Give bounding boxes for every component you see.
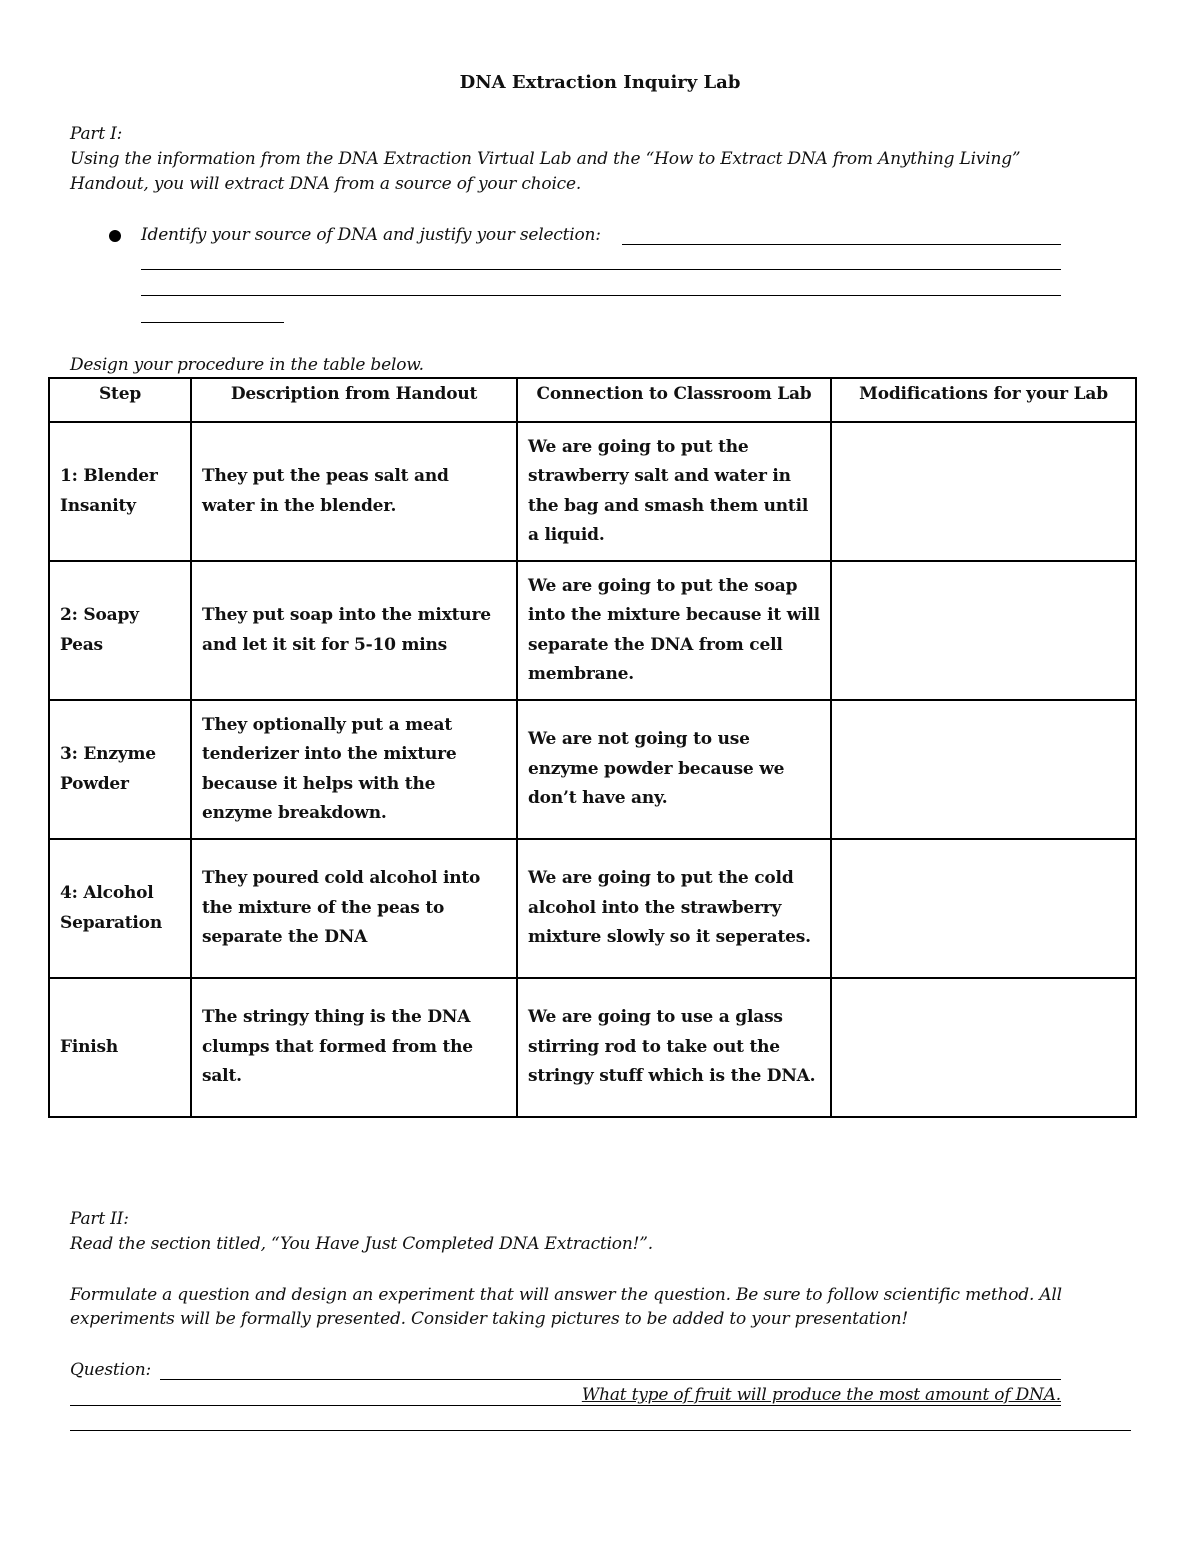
source-answer-line-3[interactable] [141,295,1061,296]
procedure-table [48,377,1137,1118]
table-row [49,700,1136,839]
source-prompt: Identify your source of DNA and justify your selection: [141,225,601,245]
step-cell: 2: Soapy Peas [49,561,191,700]
modification-cell[interactable] [831,978,1136,1117]
header-connection: Connection to Classroom Lab [517,378,831,422]
part2-read-line: Read the section titled, “You Have Just Completed DNA Extraction!”. [70,1234,653,1254]
description-cell: They put the peas salt and water in the blender. [191,422,517,561]
modification-cell[interactable] [831,561,1136,700]
description-cell: They poured cold alcohol into the mixture of the peas to separate the DNA [191,839,517,978]
part1-intro-line2: Handout, you will extract DNA from a source of your choice. [70,174,582,194]
description-cell: The stringy thing is the DNA clumps that formed from the salt. [191,978,517,1117]
description-cell: They put soap into the mixture and let it sit for 5-10 mins [191,561,517,700]
question-line-2[interactable] [70,1405,1061,1406]
table-row [49,561,1136,700]
part2-formulate-line1: Formulate a question and design an experiment that will answer the question. Be sure to follow scientific method. All [70,1285,1062,1305]
connection-cell: We are going to put the strawberry salt and water in the bag and smash them until a liquid. [517,422,831,561]
header-description: Description from Handout [191,378,517,422]
question-label: Question: [70,1360,152,1380]
table-row [49,978,1136,1117]
table-row [49,422,1136,561]
table-prompt: Design your procedure in the table below. [70,355,424,375]
question-line-3[interactable] [70,1430,1131,1431]
step-cell: 1: Blender Insanity [49,422,191,561]
part1-heading: Part I: [70,124,123,144]
part1-intro-line1: Using the information from the DNA Extraction Virtual Lab and the “How to Extract DNA from Anything Living” [70,149,1021,169]
header-step: Step [49,378,191,422]
header-modifications: Modifications for your Lab [831,378,1136,422]
connection-cell: We are not going to use enzyme powder because we don’t have any. [517,700,831,839]
question-line-1[interactable] [160,1379,1061,1380]
modification-cell[interactable] [831,700,1136,839]
modification-cell[interactable] [831,839,1136,978]
description-cell: They optionally put a meat tenderizer into the mixture because it helps with the enzyme breakdown. [191,700,517,839]
source-answer-line-2[interactable] [141,269,1061,270]
part2-heading: Part II: [70,1209,129,1229]
connection-cell: We are going to put the cold alcohol into the strawberry mixture slowly so it seperates. [517,839,831,978]
page-title: DNA Extraction Inquiry Lab [459,72,741,93]
table-header-row [49,378,1136,422]
source-answer-line-4[interactable] [141,322,284,323]
table-row [49,839,1136,978]
part2-formulate-line2: experiments will be formally presented. Consider taking pictures to be added to your presentation! [70,1309,909,1329]
connection-cell: We are going to put the soap into the mixture because it will separate the DNA from cell membrane. [517,561,831,700]
bullet-icon [109,230,121,242]
step-cell: 4: Alcohol Separation [49,839,191,978]
source-answer-line-1[interactable] [622,244,1061,245]
question-answer[interactable]: What type of fruit will produce the most amount of DNA. [581,1385,1061,1405]
step-cell: 3: Enzyme Powder [49,700,191,839]
step-cell: Finish [49,978,191,1117]
modification-cell[interactable] [831,422,1136,561]
connection-cell: We are going to use a glass stirring rod to take out the stringy stuff which is the DNA. [517,978,831,1117]
